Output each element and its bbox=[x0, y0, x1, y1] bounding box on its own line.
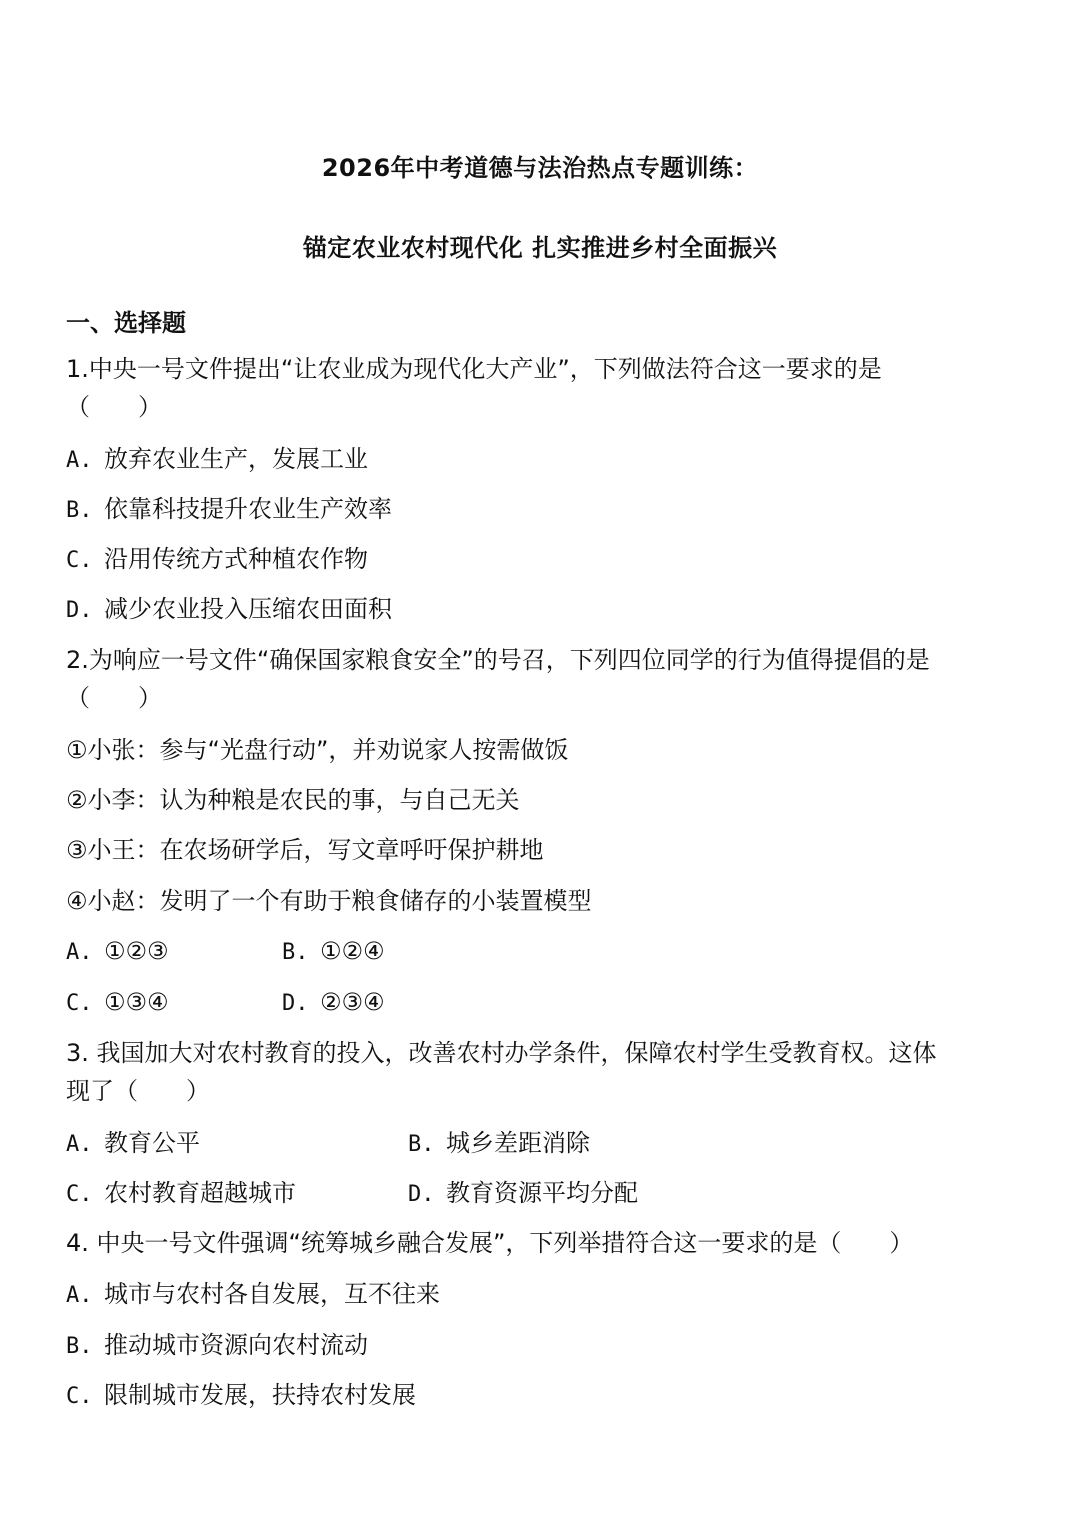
question-2-stem: 2.为响应一号文件“确保国家粮食安全”的号召，下列四位同学的行为值得提倡的是 bbox=[66, 646, 930, 674]
question-4-option-b bbox=[66, 1330, 368, 1362]
option-text: 城市与农村各自发展，互不往来 bbox=[104, 1280, 440, 1308]
question-3-stem-continued: 现了（ ） bbox=[66, 1077, 210, 1105]
option-text: 减少农业投入压缩农田面积 bbox=[104, 595, 392, 623]
question-3-option-b bbox=[408, 1128, 590, 1160]
question-4-stem: 4. 中央一号文件强调“统筹城乡融合发展”，下列举措符合这一要求的是（ ） bbox=[66, 1229, 914, 1257]
page-subtitle: 锚定农业农村现代化 扎实推进乡村全面振兴 bbox=[302, 234, 778, 262]
question-3-option-c bbox=[66, 1178, 296, 1210]
question-4-option-c bbox=[66, 1380, 416, 1412]
option-text: ①②④ bbox=[320, 937, 385, 965]
question-2-item-2: ②小李：认为种粮是农民的事，与自己无关 bbox=[66, 786, 520, 814]
option-label: B. bbox=[282, 940, 309, 965]
question-3-option-a bbox=[66, 1128, 200, 1160]
question-1-option-b bbox=[66, 494, 392, 526]
option-label: A. bbox=[66, 448, 93, 473]
option-label: C. bbox=[66, 1182, 93, 1207]
option-label: A. bbox=[66, 940, 93, 965]
option-label: C. bbox=[66, 1384, 93, 1409]
question-2-item-1: ①小张：参与“光盘行动”，并劝说家人按需做饭 bbox=[66, 736, 569, 764]
option-text: 教育公平 bbox=[104, 1129, 200, 1157]
question-1-option-a bbox=[66, 444, 368, 476]
option-label: A. bbox=[66, 1132, 93, 1157]
option-text: ①③④ bbox=[104, 988, 169, 1016]
option-label: A. bbox=[66, 1283, 93, 1308]
question-1-option-d bbox=[66, 594, 392, 626]
question-3-option-d bbox=[408, 1178, 638, 1210]
question-4-option-a bbox=[66, 1279, 440, 1311]
page-title: 2026年中考道德与法治热点专题训练： bbox=[321, 154, 759, 182]
question-1-answer-paren: （ ） bbox=[66, 393, 162, 421]
option-text: 依靠科技提升农业生产效率 bbox=[104, 495, 392, 523]
option-label: B. bbox=[66, 498, 93, 523]
question-2-item-3: ③小王：在农场研学后，写文章呼吁保护耕地 bbox=[66, 836, 544, 864]
option-label: C. bbox=[66, 548, 93, 573]
question-2-option-a bbox=[66, 936, 169, 968]
question-2-option-b bbox=[282, 936, 385, 968]
option-text: 教育资源平均分配 bbox=[446, 1179, 638, 1207]
option-label: D. bbox=[282, 991, 309, 1016]
option-label: C. bbox=[66, 991, 93, 1016]
option-text: 农村教育超越城市 bbox=[104, 1179, 296, 1207]
option-label: D. bbox=[408, 1182, 435, 1207]
option-text: ①②③ bbox=[104, 937, 169, 965]
question-1-option-c bbox=[66, 544, 368, 576]
question-2-option-c bbox=[66, 987, 169, 1019]
option-text: 推动城市资源向农村流动 bbox=[104, 1331, 368, 1359]
option-label: D. bbox=[66, 598, 93, 623]
question-2-item-4: ④小赵：发明了一个有助于粮食储存的小装置模型 bbox=[66, 887, 592, 915]
question-2-answer-paren: （ ） bbox=[66, 684, 162, 712]
option-text: 限制城市发展，扶持农村发展 bbox=[104, 1381, 416, 1409]
question-2-option-d bbox=[282, 987, 385, 1019]
option-label: B. bbox=[66, 1334, 93, 1359]
question-3-stem: 3. 我国加大对农村教育的投入，改善农村办学条件，保障农村学生受教育权。这体 bbox=[66, 1039, 937, 1067]
option-text: 城乡差距消除 bbox=[446, 1129, 590, 1157]
section-heading: 一、选择题 bbox=[66, 309, 186, 337]
option-text: ②③④ bbox=[320, 988, 385, 1016]
option-text: 沿用传统方式种植农作物 bbox=[104, 545, 368, 573]
option-text: 放弃农业生产，发展工业 bbox=[104, 445, 368, 473]
option-label: B. bbox=[408, 1132, 435, 1157]
question-1-stem: 1.中央一号文件提出“让农业成为现代化大产业”，下列做法符合这一要求的是 bbox=[66, 355, 882, 383]
